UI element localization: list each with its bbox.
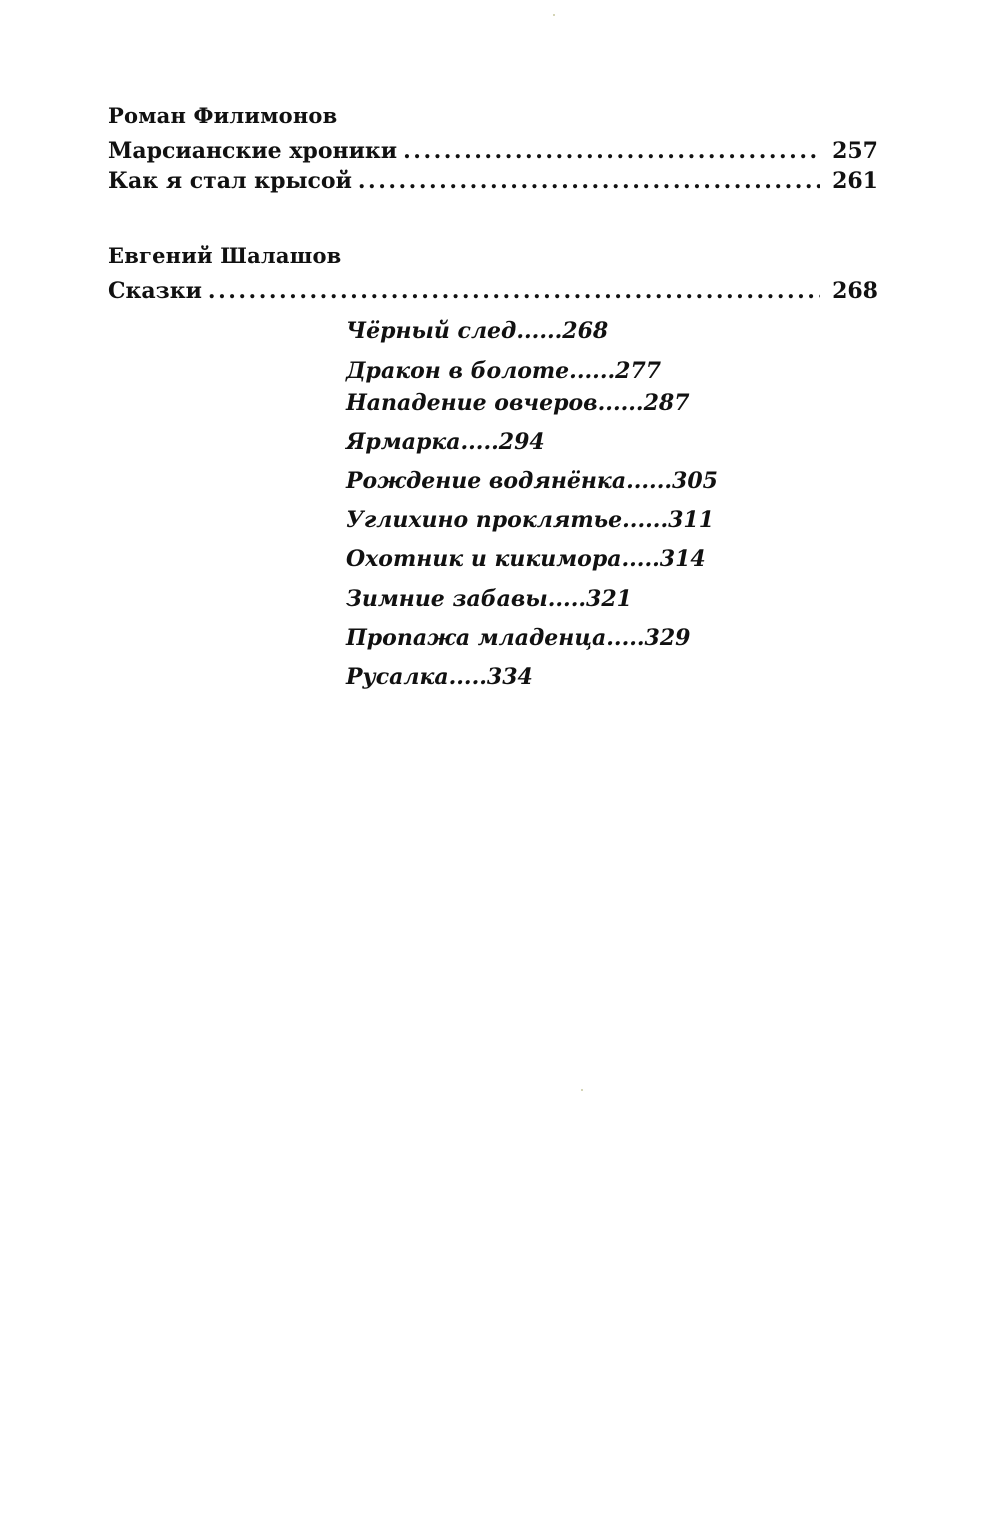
subentry-item: Углихино проклятье......311 bbox=[346, 507, 715, 533]
subentry-item: Дракон в болоте......277 bbox=[346, 358, 662, 384]
toc-entry-page: 257 bbox=[832, 138, 878, 164]
toc-entry-title: Марсианские хроники bbox=[108, 138, 398, 164]
subentry-item: Чёрный след......268 bbox=[346, 318, 609, 344]
subentry-item: Зимние забавы.....321 bbox=[346, 586, 632, 612]
toc-entry-title: Сказки bbox=[108, 278, 202, 304]
toc-entry bbox=[108, 168, 878, 200]
subentry-item: Русалка.....334 bbox=[346, 664, 533, 690]
author-heading: Евгений Шалашов bbox=[108, 243, 342, 268]
toc-entry bbox=[108, 138, 878, 170]
toc-dot-leader bbox=[358, 168, 820, 194]
subentry-item: Ярмарка.....294 bbox=[346, 429, 545, 455]
scan-speck bbox=[581, 1089, 583, 1091]
subentry-item: Рождение водянёнка......305 bbox=[346, 468, 718, 494]
toc-dot-leader bbox=[208, 278, 820, 304]
scan-speck bbox=[553, 14, 555, 16]
subentry-item: Нападение овчеров......287 bbox=[346, 390, 690, 416]
subentry-item: Пропажа младенца.....329 bbox=[346, 625, 691, 651]
author-heading: Роман Филимонов bbox=[108, 103, 338, 128]
toc-entry-title: Как я стал крысой bbox=[108, 168, 352, 194]
toc-entry-page: 268 bbox=[832, 278, 878, 304]
toc-entry-page: 261 bbox=[832, 168, 878, 194]
subentry-item: Охотник и кикимора.....314 bbox=[346, 546, 706, 572]
toc-dot-leader bbox=[403, 138, 820, 164]
toc-entry bbox=[108, 278, 878, 310]
